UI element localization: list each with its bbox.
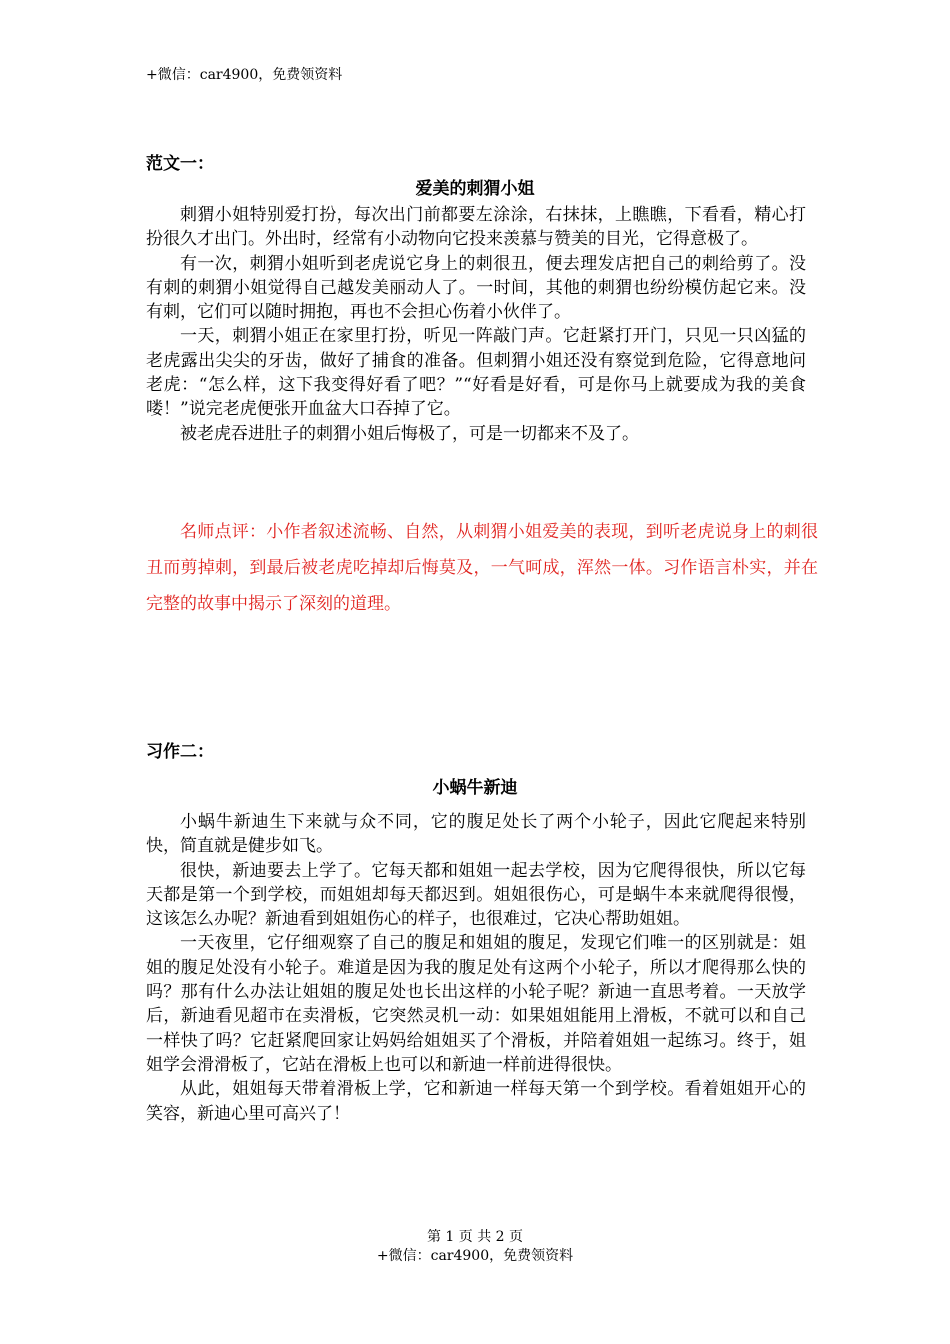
essay2-paragraph-2: 很快，新迪要去上学了。它每天都和姐姐一起去学校，因为它爬得很快，所以它每天都是第一个到学校，而姐姐却每天都迟到。姐姐很伤心，可是蜗牛本来就爬得很慢，这该怎么办呢？新迪看到姐姐伤心的样子，也很难过，它决心帮助姐姐。 [146,860,806,930]
teacher-review: 名师点评：小作者叙述流畅、自然，从刺猬小姐爱美的表现，到听老虎说身上的刺很丑而剪掉刺，到最后被老虎吃掉却后悔莫及，一气呵成，浑然一体。习作语言朴实，并在完整的故事中揭示了深刻的道理。 [146,522,818,614]
essay2-label: 习作二： [146,742,214,762]
essay2-body [146,810,806,1126]
essay2-paragraph-1: 小蜗牛新迪生下来就与众不同，它的腹足处长了两个小轮子，因此它爬起来特别快，简直就是健步如飞。 [146,812,806,857]
essay2-paragraph-4: 从此，姐姐每天带着滑板上学，它和新迪一样每天第一个到学校。看着姐姐开心的笑容，新迪心里可高兴了！ [146,1079,806,1124]
page-header: +微信：car4900，免费领资料 [146,67,343,83]
page-number: 第 1 页 共 2 页 [426,1229,524,1245]
essay1-paragraph-3: 一天，刺猬小姐正在家里打扮，听见一阵敲门声。它赶紧打开门，只见一只凶猛的老虎露出尖尖的牙齿，做好了捕食的准备。但刺猬小姐还没有察觉到危险，它得意地问老虎：“怎么样，这下我变得好看了吧？”“好看是好看，可是你马上就要成为我的美食喽！”说完老虎便张开血盆大口吞掉了它。 [146,326,806,420]
essay1-body [146,203,806,446]
essay1-label: 范文一： [146,154,214,174]
essay2-paragraph-3: 一天夜里，它仔细观察了自己的腹足和姐姐的腹足，发现它们唯一的区别就是：姐姐的腹足处没有小轮子。难道是因为我的腹足处有这两个小轮子，所以才爬得那么快的吗？那有什么办法让姐姐的腹足处也长出这样的小轮子呢？新迪一直思考着。一天放学后，新迪看见超市在卖滑板，它突然灵机一动：如果姐姐能用上滑板，不就可以和自己一样快了吗？它赶紧爬回家让妈妈给姐姐买了个滑板，并陪着姐姐一起练习。终于，姐姐学会滑滑板了，它站在滑板上也可以和新迪一样前进得很快。 [146,933,806,1075]
page-footer: +微信：car4900，免费领资料 [376,1248,574,1264]
essay1-paragraph-2: 有一次，刺猬小姐听到老虎说它身上的刺很丑，便去理发店把自己的刺给剪了。没有刺的刺猬小姐觉得自己越发美丽动人了。一时间，其他的刺猬也纷纷模仿起它来。没有刺，它们可以随时拥抱，再也不会担心伤着小伙伴了。 [146,253,806,323]
essay2-title: 小蜗牛新迪 [432,778,518,798]
essay1-paragraph-1: 刺猬小姐特别爱打扮，每次出门前都要左涂涂，右抹抹，上瞧瞧，下看看，精心打扮很久才出门。外出时，经常有小动物向它投来羡慕与赞美的目光，它得意极了。 [146,205,806,250]
essay1-title: 爱美的刺猬小姐 [415,179,535,199]
essay1-paragraph-4: 被老虎吞进肚子的刺猬小姐后悔极了，可是一切都来不及了。 [180,423,639,444]
